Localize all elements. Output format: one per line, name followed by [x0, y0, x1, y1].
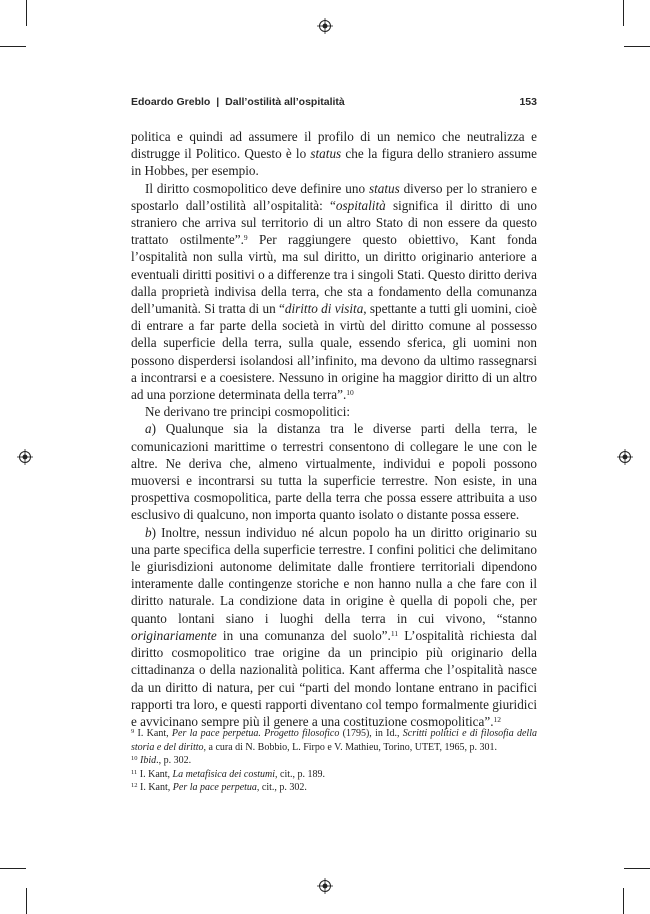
text-run: politica e quindi ad assumere il profilo di un nemico che neutralizza e distrugge il Politico. Questo è lo: [131, 129, 537, 162]
italic-run: ospitalità: [335, 197, 386, 213]
crop-mark: [26, 888, 27, 914]
list-label: b: [145, 524, 152, 540]
crop-mark: [0, 868, 26, 869]
italic-run: La metafisica dei costumi: [172, 768, 276, 780]
paragraph: Ne derivano tre principi cosmopolitici:: [145, 404, 351, 420]
footnote-ref: 10: [346, 388, 354, 398]
text-run: , a cura di N. Bobbio, L. Firpo e V. Mathieu, Torino, UTET, 1965, p. 301.: [203, 741, 498, 753]
text-run: , cit., p. 302.: [256, 782, 307, 794]
text-run: che la figura dello straniero assume in Hobbes, per esempio.: [131, 146, 537, 179]
text-run: diverso per lo straniero e spostarlo dall’ostilità all’ospitalità: “: [131, 180, 537, 213]
text-run: I. Kant,: [137, 782, 173, 794]
italic-run: status: [368, 180, 400, 196]
italic-run: Per la pace perpetua: [172, 782, 257, 794]
list-label: a: [145, 421, 152, 437]
footnote: [131, 727, 537, 754]
footnote-ref: 9: [243, 233, 248, 243]
text-run: in una comunanza del suolo”.: [216, 627, 391, 643]
italic-run: originariamente: [131, 627, 217, 643]
italic-run: Ibid: [140, 755, 157, 767]
italic-run: status: [310, 146, 342, 162]
text-run: L’ospitalità richiesta dal diritto cosmopolitico trae origine da un principio più originario della cittadinanza o della nazionalità politica. Kant afferma che l’ospitalità nasce da un diritto di natura, per cui “parti del mondo lontane entrano in pacifici rapporti tra loro, e questi rapporti diventano col tempo formalmente giuridici e avvicinano sempre più il genere a una costituzione cosmopolitica”.: [131, 627, 537, 729]
italic-run: Scritti politici e di filosofia della storia e del diritto: [131, 728, 537, 753]
text-run: Il diritto cosmopolitico deve definire uno: [145, 180, 369, 196]
crop-mark: [0, 46, 26, 47]
registration-mark-icon: [617, 449, 633, 465]
footnote-number: 10: [131, 755, 138, 763]
text-run: , spettante a tutti gli uomini, cioè di entrare a far parte della società in virtù del diritto comune al possesso della superficie della terra, sulla quale, essendo sferica, gli uomini non possono disperdersi isolandosi all’infinito, ma devono da ultimo rassegnarsi a incontrarsi e a coesistere. Nessuno in origine ha maggior diritto di un altro ad una porzione determinata della terra”.: [131, 301, 537, 403]
paragraph: [131, 128, 537, 180]
footnote-ref: 12: [493, 714, 502, 724]
italic-run: diritto di visita: [284, 301, 364, 317]
footnotes: [131, 727, 537, 795]
text-run: ) Qualunque sia la distanza tra le diverse parti della terra, le comunicazioni marittime o terrestri consentono di collegare le une con le altre. Ne deriva che, almeno virtualmente, individui e popoli possono muoversi e incontrarsi su tutta la superficie terrestre. Non esiste, in una prospettiva cosmopolitica, parte della terra che possa essere attribuita a uso esclusivo di qualcuno, non importa quanto isolato o distante possa essere.: [131, 421, 537, 523]
registration-mark-icon: [317, 878, 333, 894]
paragraph: [131, 420, 537, 523]
italic-run: Per la pace perpetua. Progetto filosofico: [171, 728, 340, 739]
paragraph: [131, 524, 537, 730]
footnote: [131, 754, 537, 768]
registration-mark-icon: [17, 449, 33, 465]
text-run: ., p. 302.: [156, 755, 192, 767]
header-author: Edoardo Greblo: [131, 96, 211, 108]
text-run: Per raggiungere questo obiettivo, Kant fonda l’ospitalità non sulla virtù, ma sul diritto, un diritto originario anteriore a eventuali diritti positivi o a differenze tra i singoli Stati. Questo diritto deriva dalla proprietà indivisa della terra, che sta a fondamento della comunanza dell’umanità. Si tratta di un “: [131, 232, 538, 317]
crop-mark: [26, 0, 27, 26]
page-number: 153: [519, 96, 537, 108]
text-run: , cit., p. 189.: [275, 768, 326, 780]
header-title: Dall’ostilità all’ospitalità: [225, 96, 345, 108]
footnote: [131, 768, 537, 782]
footnote-number: 9: [131, 728, 135, 735]
text-run: ) Inoltre, nessun individuo né alcun popolo ha un diritto originario su una parte specifica della superficie terrestre. I confini politici che delimitano le giurisdizioni autonome delimitate dalle frontiere territoriali dipendono interamente dalle contingenze storiche e non hanno nulla a che fare con il diritto naturale. La condizione data in origine è quella di popoli che, per quanto lontani siano i luoghi della terra in cui vivono, “stanno: [131, 524, 537, 626]
footnote: [131, 781, 537, 795]
text-run: I. Kant,: [137, 768, 173, 780]
crop-mark: [624, 868, 650, 869]
running-header: [131, 96, 537, 108]
registration-mark-icon: [317, 18, 333, 34]
text-run: significa il diritto di uno straniero che arriva sul territorio di un altro Stato di non essere da questo trattato ostilmente”.: [131, 197, 537, 248]
footnote-number: 12: [131, 782, 138, 790]
footnote-ref: 11: [390, 628, 399, 638]
text-run: I. Kant,: [134, 728, 172, 739]
footnote-number: 11: [131, 768, 138, 776]
crop-mark: [623, 888, 624, 914]
crop-mark: [624, 46, 650, 47]
crop-mark: [623, 0, 624, 26]
paragraph: [131, 180, 537, 404]
text-run: (1795), in Id.,: [339, 728, 403, 739]
header-separator: |: [216, 96, 220, 108]
body-text: [131, 128, 537, 730]
